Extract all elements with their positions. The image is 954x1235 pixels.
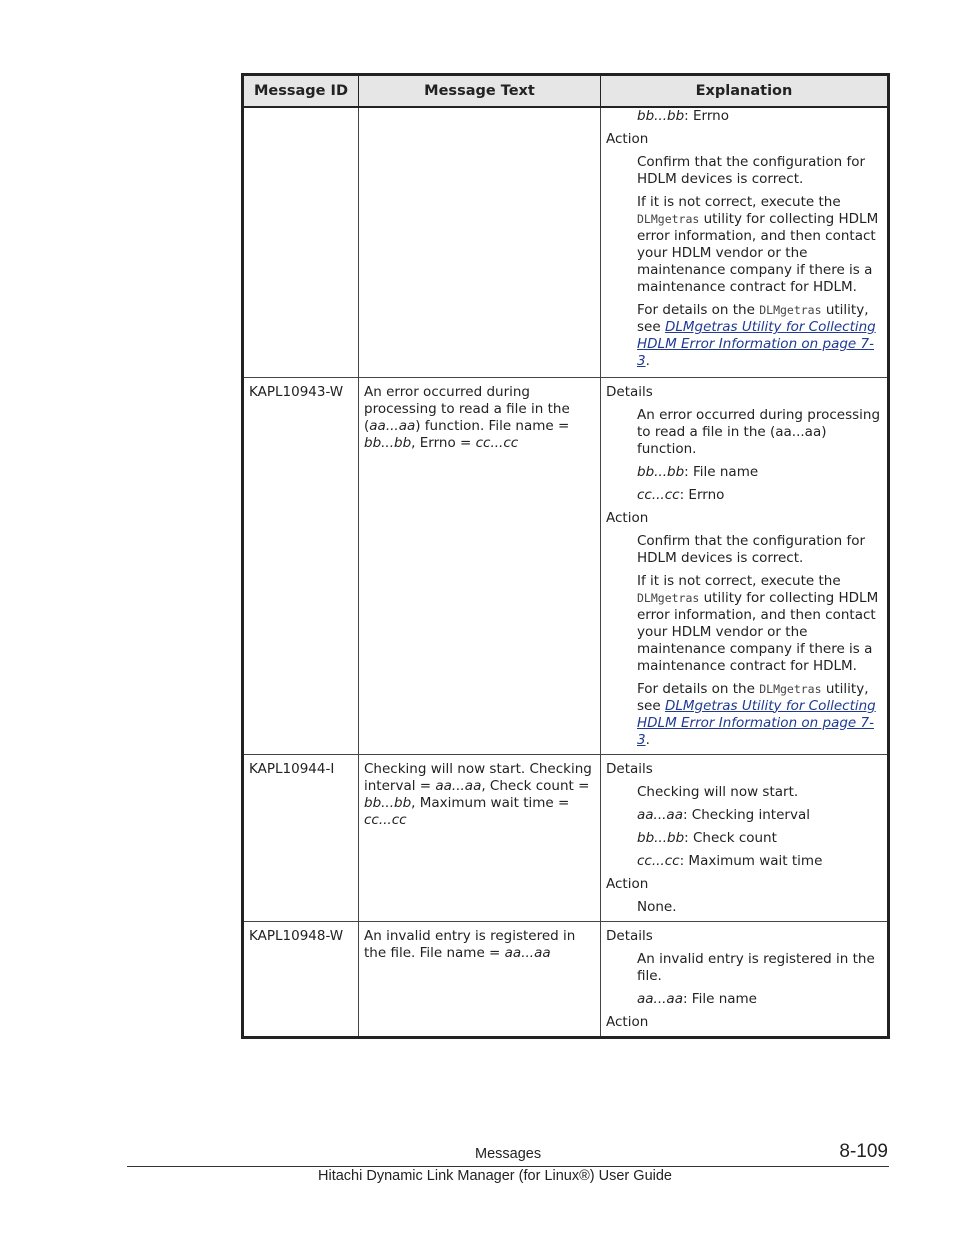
detail-item: cc...cc: Errno [637, 486, 725, 503]
cell-text: An error occurred during processing to read a file in the (aa...aa) function. File name = bb...bb, Errno = cc...cc [359, 377, 601, 754]
header-explanation: Explanation [601, 75, 889, 108]
cell-explanation [601, 377, 889, 754]
footer-section-title: Messages [475, 1146, 542, 1162]
cell-text: Checking will now start. Checking interval = aa...aa, Check count = bb...bb, Maximum wait time = cc...cc [359, 754, 601, 921]
cell-id: KAPL10943-W [243, 377, 359, 754]
action-label: Action [606, 875, 649, 892]
cell-id: KAPL10948-W [243, 921, 359, 1037]
detail-item: Checking will now start. [637, 783, 799, 800]
dlmgetras-link[interactable]: DLMgetras Utility for Collecting HDLM Error Information on page 7-3 [637, 697, 876, 748]
header-message-id: Message ID [243, 75, 359, 108]
details-label: Details [606, 760, 653, 777]
action-label: Action [606, 131, 649, 147]
table-row-kapl10948 [243, 921, 889, 1037]
cell-explanation [601, 107, 889, 377]
detail-item: bb...bb: Check count [637, 829, 777, 846]
details-label: Details [606, 383, 653, 400]
cell-id [243, 107, 359, 377]
messages-table [241, 73, 890, 1039]
action-for-details: For details on the DLMgetras utility, see DLMgetras Utility for Collecting HDLM Error Information on page 7-3. [637, 680, 876, 748]
action-confirm: Confirm that the configuration for HDLM devices is correct. [637, 154, 866, 187]
detail-item: cc...cc: Maximum wait time [637, 852, 823, 869]
action-for-details: For details on the DLMgetras utility, see DLMgetras Utility for Collecting HDLM Error Information on page 7-3. [637, 302, 876, 369]
table-row-kapl10944 [243, 754, 889, 921]
table-row-continued [243, 107, 889, 377]
cell-text: An invalid entry is registered in the file. File name = aa...aa [359, 921, 601, 1037]
header-message-text: Message Text [359, 75, 601, 108]
cell-explanation [601, 754, 889, 921]
detail-item: An invalid entry is registered in the file. [637, 950, 875, 984]
footer-divider [127, 1166, 889, 1167]
action-label: Action [606, 1013, 649, 1030]
page-number: 8-109 [839, 1141, 888, 1162]
detail-item: An error occurred during processing to read a file in the (aa...aa) function. [637, 406, 881, 457]
header-row [243, 75, 889, 108]
action-none: None. [637, 898, 677, 915]
action-if-not-correct: If it is not correct, execute the DLMgetras utility for collecting HDLM error information, and then contact your HDLM vendor or the maintenance company if there is a maintenance contract for HDLM. [637, 194, 879, 295]
detail-item: bb...bb: File name [637, 463, 759, 480]
table-row-kapl10943 [243, 377, 889, 754]
detail-item: bb...bb: Errno [637, 108, 729, 124]
action-confirm: Confirm that the configuration for HDLM devices is correct. [637, 532, 866, 566]
footer-guide-title: Hitachi Dynamic Link Manager (for Linux®) User Guide [318, 1168, 672, 1184]
detail-item: aa...aa: File name [637, 990, 757, 1007]
cell-id: KAPL10944-I [243, 754, 359, 921]
cell-text [359, 107, 601, 377]
details-label: Details [606, 927, 653, 944]
dlmgetras-link[interactable]: DLMgetras Utility for Collecting HDLM Error Information on page 7-3 [637, 319, 876, 369]
action-if-not-correct: If it is not correct, execute the DLMgetras utility for collecting HDLM error information, and then contact your HDLM vendor or the maintenance company if there is a maintenance contract for HDLM. [637, 572, 879, 674]
detail-item: aa...aa: Checking interval [637, 806, 810, 823]
cell-explanation [601, 921, 889, 1037]
action-label: Action [606, 509, 649, 526]
